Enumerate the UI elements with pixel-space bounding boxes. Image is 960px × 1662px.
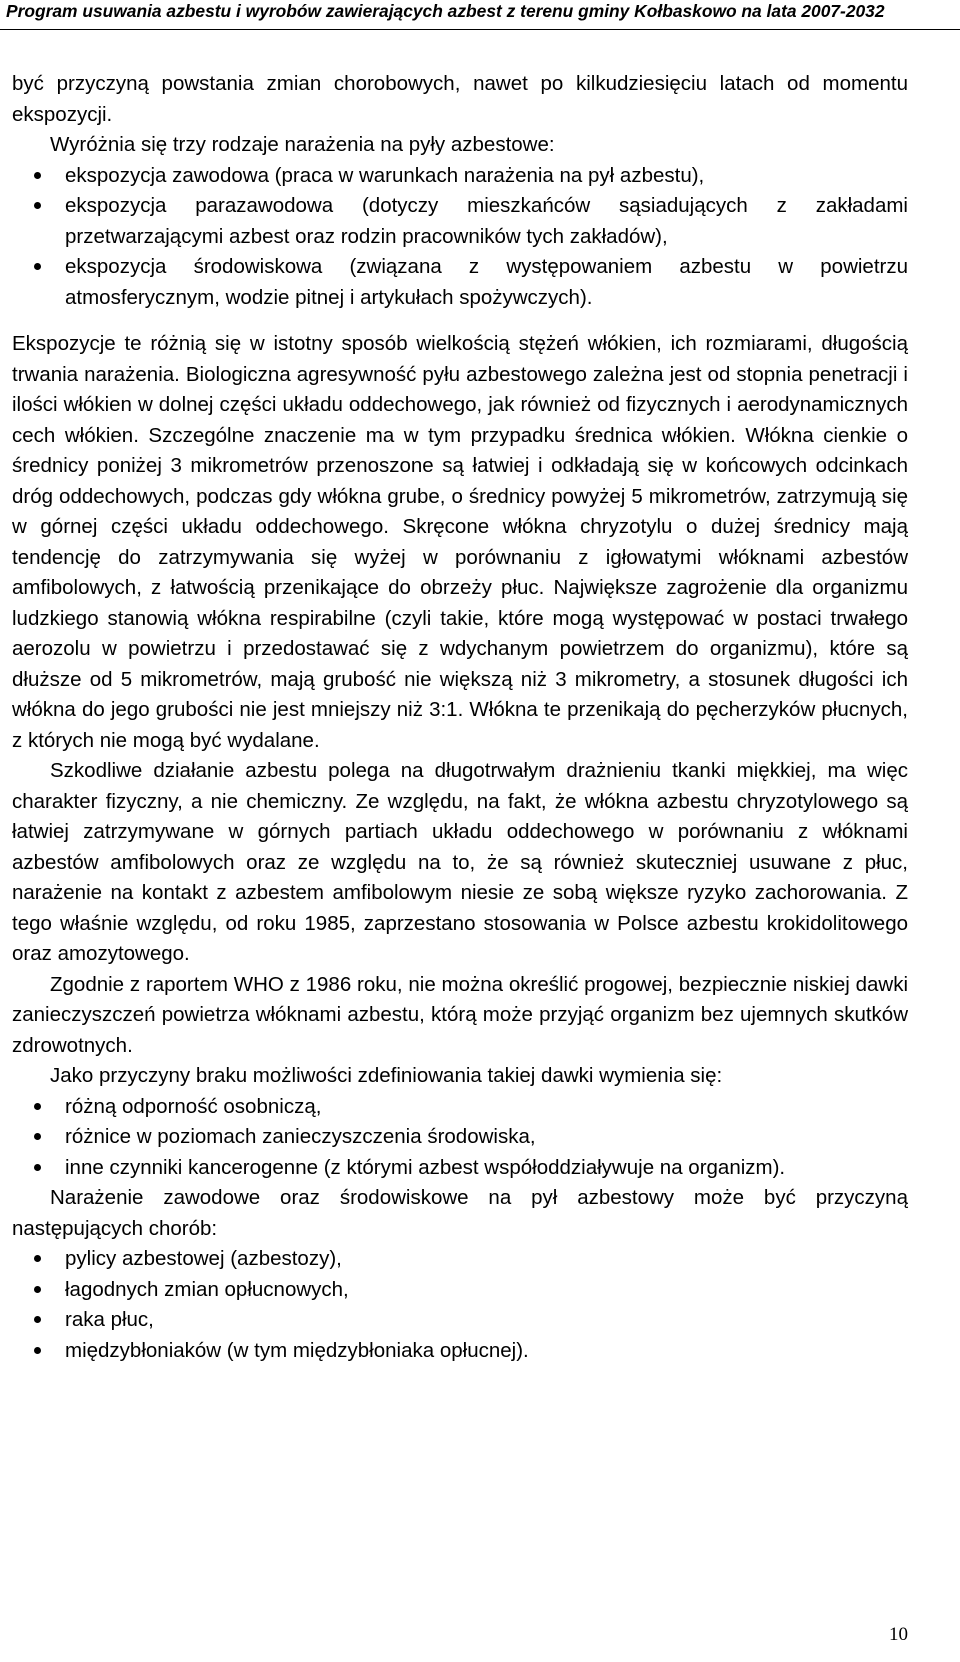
paragraph-fiber-characteristics: Ekspozycje te różnią się w istotny sposób wielkością stężeń włókien, ich rozmiarami, długością trwania narażenia. Biologiczna agresywność pyłu azbestowego zależna jest od stopnia penetracji i ilości włókien w dolnej części układu oddechowego, jak również od fizycznych i aerodynamicznych cech włókien. Szczególne znaczenie ma w tym przypadku średnica włókien. Włókna cienkie o średnicy poniżej 3 mikrometrów przenoszone są łatwiej i odkładają się w końcowych odcinkach dróg oddechowych, podczas gdy włókna grube, o średnicy powyżej 5 mikrometrów, zatrzymują się w górnej części układu oddechowego. Skręcone włókna chryzotylu o dużej średnicy mają tendencję do zatrzymywania się wyżej w porównaniu z igłowatymi włóknami azbestów amfibolowych, z łatwością przenikające do obrzeży płuc. Największe zagrożenie dla organizmu ludzkiego stanowią włókna respirabilne (czyli takie, które mogą występować w postaci trwałego aerozolu w powietrzu i przedostawać się z wdychanym powietrzem do organizmu), które są dłuższe od 5 mikrometrów, mają grubość nie większą niż 3 mikrometry, a stosunek długości ich włókna do jego grubości nie jest mniejszy niż 3:1. Włókna te przenikają do pęcherzyków płucnych, z których nie mogą być wydalane. — [12, 332, 908, 752]
list-item — [12, 161, 908, 192]
bullet-icon — [34, 1316, 41, 1323]
list-item-text: ekspozycja parazawodowa (dotyczy mieszkańców sąsiadujących z zakładami przetwarzającymi azbest oraz rodzin pracowników tych zakładów), — [65, 194, 908, 248]
paragraph-harmful-effects: Szkodliwe działanie azbestu polega na długotrwałym drażnieniu tkanki miękkiej, ma więc charakter fizyczny, a nie chemiczny. Ze względu, na fakt, że włókna azbestu chryzotylowego są łatwiej zatrzymywane w górnych partiach układu oddechowego w porównaniu z włóknami azbestów amfibolowych oraz ze względu na to, że są również skuteczniej usuwane z płuc, narażenie na kontakt z azbestem amfibolowym niesie ze sobą większe ryzyko zachorowania. Z tego właśnie względu, od roku 1985, zaprzestano stosowania w Polsce azbestu krokidolitowego oraz amozytowego. — [12, 759, 908, 965]
list-item-text: ekspozycja zawodowa (praca w warunkach narażenia na pył azbestu), — [65, 163, 705, 187]
list-item — [12, 252, 908, 313]
list-item-text: różnice w poziomach zanieczyszczenia środowiska, — [65, 1125, 536, 1148]
bullet-icon — [34, 1103, 41, 1110]
list-item-text: ekspozycja środowiskowa (związana z występowaniem azbestu w powietrzu atmosferycznym, wodzie pitnej i artykułach spożywczych). — [65, 255, 908, 309]
paragraph-exposure-intro: Wyróżnia się trzy rodzaje narażenia na pyły azbestowe: — [50, 133, 555, 156]
list-item-text: różną odporność osobniczą, — [65, 1094, 322, 1118]
bullet-icon — [34, 172, 41, 179]
list-item — [12, 191, 908, 252]
bullet-icon — [34, 1133, 41, 1140]
list-item — [12, 1244, 908, 1275]
dose-reasons-list — [12, 1092, 908, 1184]
bullet-icon — [34, 1164, 41, 1171]
diseases-list — [12, 1244, 908, 1366]
list-item — [12, 1336, 908, 1367]
exposure-types-list — [12, 161, 908, 314]
paragraph-who-report: Zgodnie z raportem WHO z 1986 roku, nie można określić progowej, bezpiecznie niskiej dawki zanieczyszczeń powietrza włóknami azbestu, którą może przyjąć organizm bez ujemnych skutków zdrowotnych. — [12, 972, 908, 1057]
list-item — [12, 1122, 908, 1153]
list-item-text: pylicy azbestowej (azbestozy), — [65, 1247, 342, 1270]
list-item-text: łagodnych zmian opłucnowych, — [65, 1277, 349, 1301]
list-item-text: międzybłoniaków (w tym międzybłoniaka opłucnej). — [65, 1338, 529, 1362]
list-item-text: inne czynniki kancerogenne (z którymi azbest współoddziaływuje na organizm). — [65, 1155, 786, 1179]
list-item — [12, 1275, 908, 1306]
bullet-icon — [34, 1347, 41, 1354]
list-item — [12, 1153, 908, 1184]
paragraph-dose-reasons-intro: Jako przyczyny braku możliwości zdefiniowania takiej dawki wymienia się: — [50, 1064, 723, 1087]
paragraph-diseases-intro: Narażenie zawodowe oraz środowiskowe na pył azbestowy może być przyczyną następujących chorób: — [12, 1186, 908, 1240]
bullet-icon — [34, 202, 41, 209]
page-number: 10 — [889, 1624, 908, 1645]
paragraph-continuation: być przyczyną powstania zmian chorobowych, nawet po kilkudziesięciu latach od momentu ekspozycji. — [12, 72, 908, 126]
running-header: Program usuwania azbestu i wyrobów zawierających azbest z terenu gminy Kołbaskowo na lata 2007-2032 — [0, 0, 960, 30]
list-item-text: raka płuc, — [65, 1308, 154, 1331]
bullet-icon — [34, 1255, 41, 1262]
document-body — [12, 69, 908, 1366]
bullet-icon — [34, 263, 41, 270]
bullet-icon — [34, 1286, 41, 1293]
list-item — [12, 1305, 908, 1336]
list-item — [12, 1092, 908, 1123]
